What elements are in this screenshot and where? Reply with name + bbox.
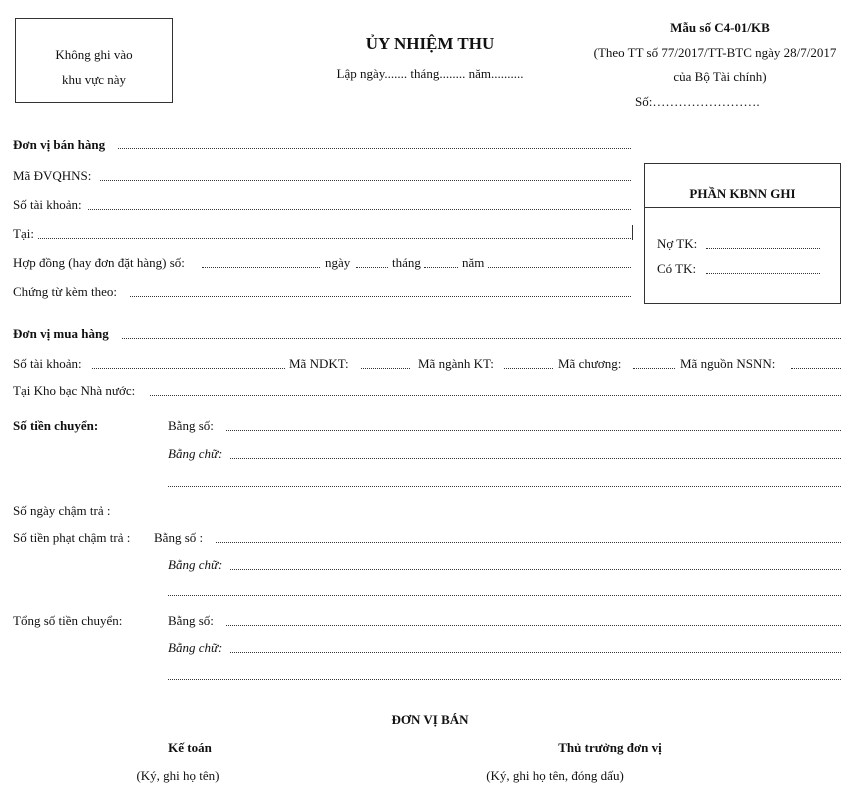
contract-day-label: ngày [325, 255, 351, 270]
seller-at-field[interactable] [38, 238, 631, 239]
seller-at-label: Tại: [13, 226, 34, 241]
transfer-numbers-label: Bằng số: [168, 418, 214, 433]
seller-account-label: Số tài khoản: [13, 197, 82, 212]
chuong-label: Mã chương: [558, 356, 622, 371]
total-numbers-field[interactable] [226, 625, 841, 626]
total-label: Tổng số tiền chuyển: [13, 613, 123, 628]
buyer-account-field[interactable] [92, 368, 285, 369]
form-number: Mẫu số C4-01/KB [670, 20, 770, 35]
date-line: Lập ngày....... tháng........ năm.......... [336, 66, 524, 81]
ndkt-label: Mã NDKT: [289, 356, 349, 371]
reserved-area-line1: Không ghi vào [55, 47, 133, 62]
kbnn-debit-field[interactable] [706, 248, 820, 249]
late-fee-numbers-label: Bằng số : [154, 530, 204, 545]
nguon-field[interactable] [791, 368, 841, 369]
seller-heading: Đơn vị bán hàng [13, 137, 106, 152]
total-numbers-label: Bằng số: [168, 613, 214, 628]
accountant-title: Kế toán [168, 740, 212, 755]
reserved-area-line2: khu vực này [61, 72, 127, 87]
transfer-numbers-field[interactable] [226, 430, 841, 431]
accountant-note: (Ký, ghi họ tên) [136, 768, 220, 783]
total-words-field-2[interactable] [168, 679, 841, 680]
nganh-kt-label: Mã ngành KT: [418, 356, 494, 371]
attached-docs-label: Chứng từ kèm theo: [13, 284, 117, 299]
signature-unit-heading: ĐƠN VỊ BÁN [391, 712, 469, 727]
nganh-kt-field[interactable] [504, 368, 553, 369]
contract-year-field[interactable] [488, 267, 631, 268]
ndkt-field[interactable] [361, 368, 410, 369]
contract-day-field[interactable] [356, 267, 388, 268]
nguon-label: Mã nguồn NSNN: [680, 356, 776, 371]
late-fee-numbers-field[interactable] [216, 542, 841, 543]
contract-month-label: tháng [392, 255, 421, 270]
transfer-words-field-2[interactable] [168, 486, 841, 487]
contract-year-label: năm [462, 255, 485, 270]
buyer-heading: Đơn vị mua hàng [13, 326, 109, 341]
late-days-label: Số ngày chậm trả : [13, 503, 111, 518]
chuong-field[interactable] [633, 368, 675, 369]
kbnn-credit-field[interactable] [706, 273, 820, 274]
legal-reference-1: (Theo TT số 77/2017/TT-BTC ngày 28/7/2017 [593, 45, 837, 60]
treasury-field[interactable] [150, 395, 841, 396]
transfer-words-field[interactable] [230, 458, 841, 459]
transfer-words-label: Bằng chữ: [168, 446, 223, 461]
total-words-field[interactable] [230, 652, 841, 653]
seller-unit-code-label: Mã ĐVQHNS: [13, 168, 92, 183]
contract-label: Hợp đồng (hay đơn đặt hàng) số: [13, 255, 185, 270]
page-title: ỦY NHIỆM THU [365, 34, 495, 53]
seller-account-field[interactable] [88, 209, 631, 210]
contract-month-field[interactable] [424, 267, 458, 268]
treasury-label: Tại Kho bạc Nhà nước: [13, 383, 136, 398]
contract-number-field[interactable] [202, 267, 320, 268]
kbnn-debit-label: Nợ TK: [657, 236, 698, 251]
text-cursor [632, 225, 633, 240]
late-fee-words-field-2[interactable] [168, 595, 841, 596]
total-words-label: Bằng chữ: [168, 640, 223, 655]
head-note: (Ký, ghi họ tên, đóng dấu) [486, 768, 624, 783]
kbnn-title: PHẦN KBNN GHI [689, 186, 796, 201]
transfer-heading: Số tiền chuyển: [13, 418, 99, 433]
kbnn-box [644, 163, 841, 304]
seller-name-field[interactable] [118, 148, 631, 149]
document-number: Số:……………………. [635, 94, 760, 109]
late-fee-words-label: Bằng chữ: [168, 557, 223, 572]
kbnn-credit-label: Có TK: [657, 261, 697, 276]
kbnn-divider [644, 207, 841, 208]
legal-reference-2: của Bộ Tài chính) [673, 69, 767, 84]
buyer-account-label: Số tài khoản: [13, 356, 82, 371]
late-fee-words-field[interactable] [230, 569, 841, 570]
late-fee-label: Số tiền phạt chậm trả : [13, 530, 131, 545]
head-title: Thủ trưởng đơn vị [558, 740, 662, 755]
seller-unit-code-field[interactable] [100, 180, 631, 181]
attached-docs-field[interactable] [130, 296, 631, 297]
buyer-name-field[interactable] [122, 338, 841, 339]
